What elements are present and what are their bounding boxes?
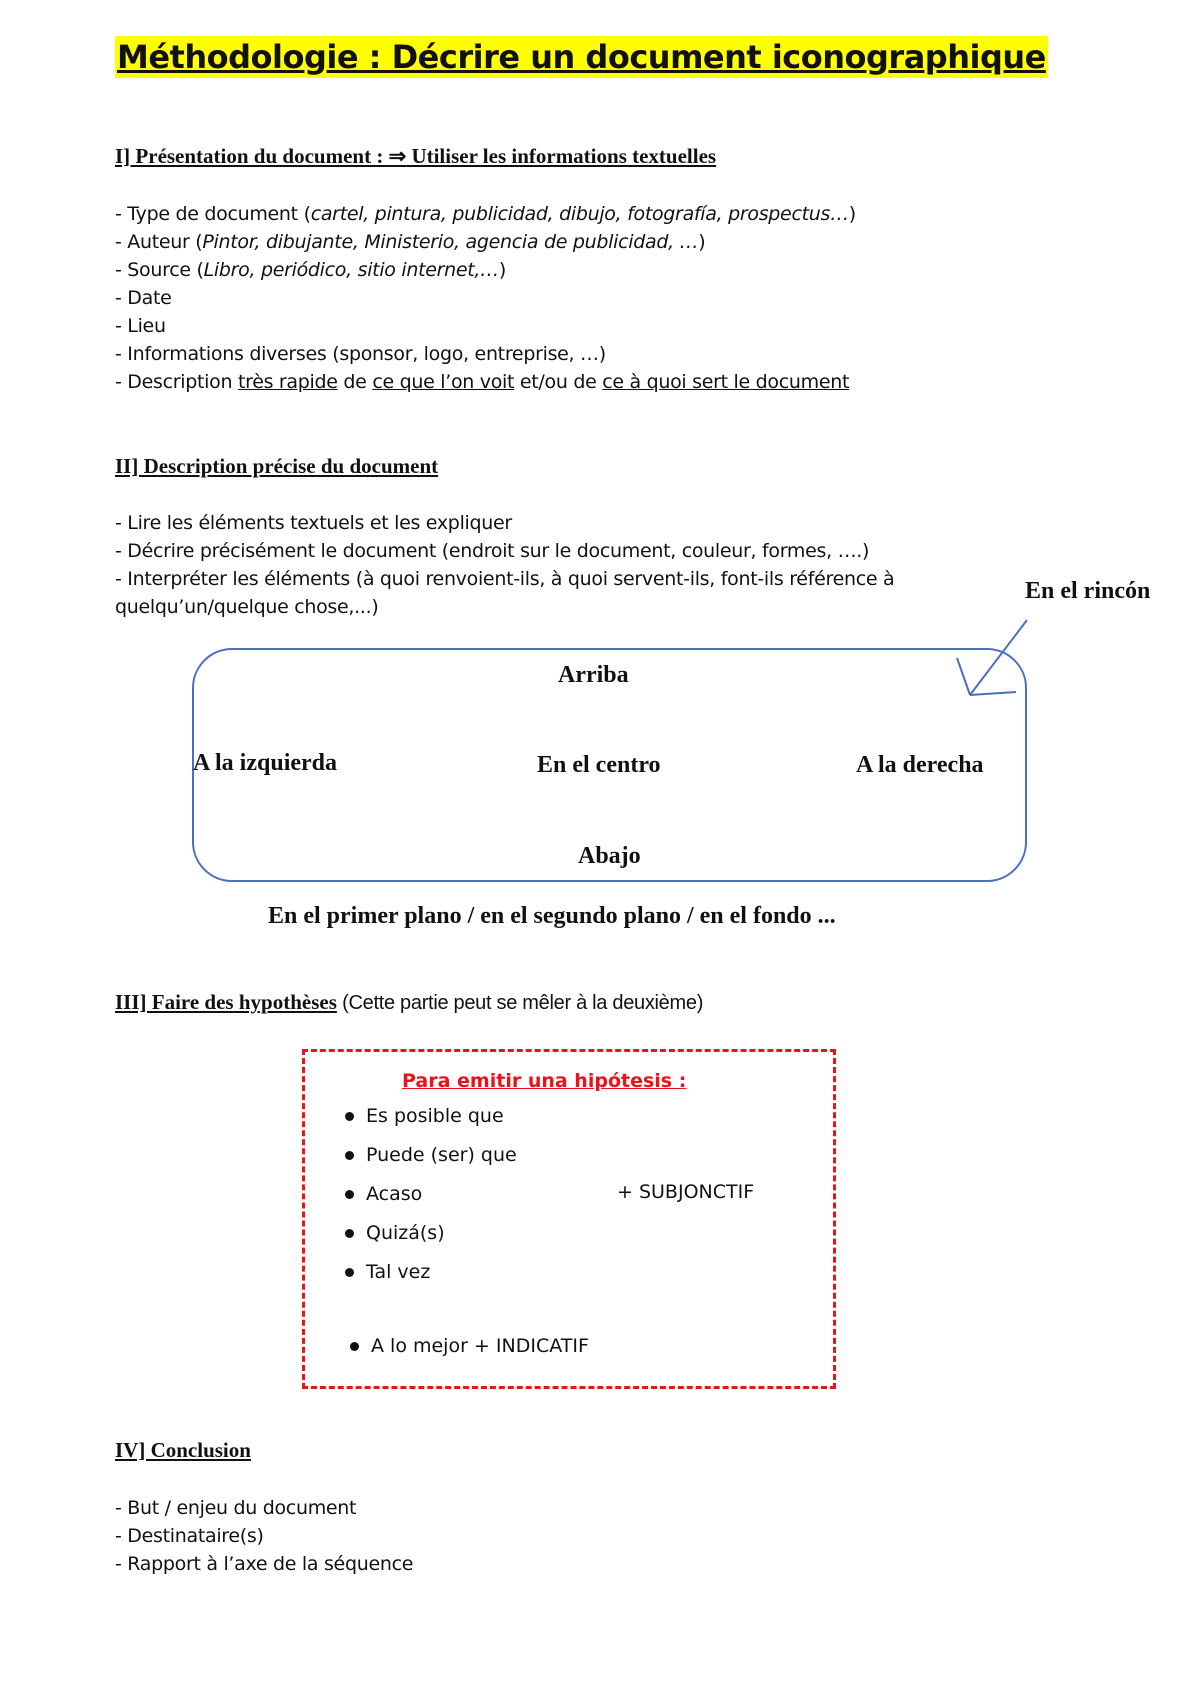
section-3-heading-line [115,989,703,1017]
section-3-note: (Cette partie peut se mêler à la deuxième) [336,992,704,1014]
list-item [345,1105,504,1127]
page-title: Méthodologie : Décrire un document iconographique [117,38,1046,76]
list-item: - Interpréter les éléments (à quoi renvoient-ils, à quoi servent-ils, font-ils référence à [115,568,895,590]
section-1-list [115,200,856,396]
list-item [345,1144,517,1166]
list-item [350,1335,589,1357]
bullet-icon [350,1342,359,1351]
list-item: - Décrire précisément le document (endroit sur le document, couleur, formes, ….) [115,540,870,562]
section-2-heading: II] Description précise du document [115,454,439,478]
position-bottom: Abajo [578,843,641,869]
bullet-icon [345,1151,354,1160]
item-examples: cartel, pintura, publicidad, dibujo, fotografía, prospectus… [310,203,849,225]
section-4-heading: IV] Conclusion [115,1438,251,1462]
item-close: ) [698,231,706,253]
item-text: - Informations diverses (sponsor, logo, entreprise, …) [115,343,606,365]
list-item: quelqu’un/quelque chose,...) [115,596,379,618]
bullet-icon [345,1268,354,1277]
desc-text: de [337,371,373,393]
list-item: - Destinataire(s) [115,1525,264,1547]
section-1-heading [115,144,716,169]
hypothesis-title: Para emitir una hipótesis : [402,1070,687,1092]
bullet-icon [345,1229,354,1238]
list-item [115,228,856,256]
item-close: ) [498,259,506,281]
section-1-heading-prefix: I] Présentation du document : [115,144,389,168]
list-item [115,200,856,228]
corner-arrow-icon [940,610,1040,700]
bullet-icon [345,1112,354,1121]
list-item [345,1222,445,1244]
list-item [345,1183,422,1205]
position-right: A la derecha [856,752,984,778]
position-left: A la izquierda [193,750,338,776]
list-item [345,1261,430,1283]
corner-label: En el rincón [1025,578,1151,604]
section-4-list [115,1494,413,1578]
item-text: - Auteur ( [115,231,203,253]
item-text: Acaso [366,1183,423,1205]
position-top: Arriba [558,662,629,688]
section-2-list [115,509,894,621]
arrow-icon: ⇒ [388,144,407,168]
list-item: - But / enjeu du document [115,1497,357,1519]
desc-text: - Description [115,371,238,393]
list-item [115,312,856,340]
section-3-heading: III] Faire des hypothèses [115,990,337,1014]
desc-underlined: ce que l’on voit [372,371,515,393]
desc-underlined: ce à quoi sert le document [602,371,850,393]
item-text: - Source ( [115,259,204,281]
item-text: Quizá(s) [366,1222,445,1244]
section-1-heading-suffix: Utiliser les informations textuelles [406,144,717,168]
item-text: - Type de document ( [115,203,311,225]
item-close: ) [848,203,856,225]
item-text: Puede (ser) que [366,1144,517,1166]
item-text: - Date [115,287,172,309]
list-item [115,284,856,312]
position-center: En el centro [537,752,661,778]
bullet-icon [345,1190,354,1199]
subjonctif-label: + SUBJONCTIF [617,1181,755,1203]
list-item [115,340,856,368]
list-item: - Lire les éléments textuels et les expliquer [115,512,512,534]
planes-text: En el primer plano / en el segundo plano / en el fondo ... [268,903,836,929]
list-item: - Rapport à l’axe de la séquence [115,1553,414,1575]
desc-underlined: très rapide [237,371,338,393]
list-item [115,256,856,284]
item-text: Es posible que [366,1105,504,1127]
item-text: - Lieu [115,315,166,337]
item-text: Tal vez [366,1261,431,1283]
desc-text: et/ou de [514,371,603,393]
item-text: A lo mejor + INDICATIF [371,1335,589,1357]
item-examples: Pintor, dibujante, Ministerio, agencia de publicidad, … [202,231,699,253]
list-item [115,368,856,396]
item-examples: Libro, periódico, sitio internet,… [203,259,499,281]
